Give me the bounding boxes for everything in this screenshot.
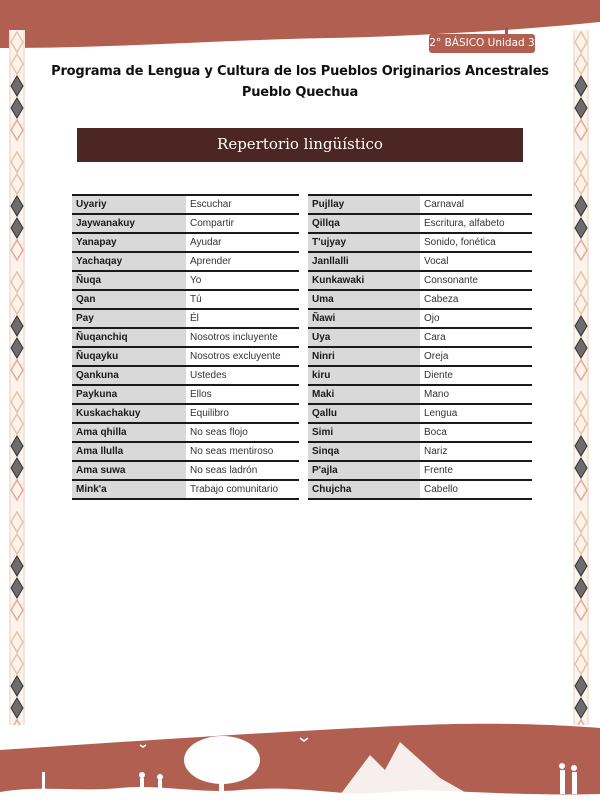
quechua-term: Ñuqa xyxy=(72,271,186,290)
quechua-term: Ñuqayku xyxy=(72,347,186,366)
quechua-term: Uma xyxy=(308,290,420,309)
spanish-translation: Escritura, alfabeto xyxy=(424,218,505,229)
quechua-term: Yanapay xyxy=(72,233,186,252)
table-row xyxy=(72,480,299,499)
table-row xyxy=(72,233,299,252)
quechua-term: Kunkawaki xyxy=(308,271,420,290)
spanish-translation: Cara xyxy=(424,332,446,343)
spanish-translation: Boca xyxy=(424,427,447,438)
quechua-term: Maki xyxy=(308,385,420,404)
quechua-term: Ama qhilla xyxy=(72,423,186,442)
spanish-translation: Ellos xyxy=(190,389,212,400)
spanish-translation: Nosotros excluyente xyxy=(190,351,281,362)
table-row xyxy=(72,290,299,309)
spanish-translation: No seas flojo xyxy=(190,427,248,438)
spanish-translation: Ustedes xyxy=(190,370,227,381)
quechua-term: Yachaqay xyxy=(72,252,186,271)
spanish-translation: Consonante xyxy=(424,275,478,286)
spanish-translation: Lengua xyxy=(424,408,458,419)
quechua-term: Uyariy xyxy=(72,195,186,214)
table-row xyxy=(308,195,532,214)
table-row xyxy=(308,290,532,309)
spanish-translation: Frente xyxy=(424,465,453,476)
quechua-term: Janllalli xyxy=(308,252,420,271)
quechua-term: Pujllay xyxy=(308,195,420,214)
quechua-term: Sinqa xyxy=(308,442,420,461)
table-row xyxy=(72,385,299,404)
footer-landscape-decoration xyxy=(0,700,600,800)
spanish-translation: Carnaval xyxy=(424,199,465,210)
table-row xyxy=(72,328,299,347)
spanish-translation: Él xyxy=(190,313,199,324)
spanish-translation: Equilibro xyxy=(190,408,229,419)
quechua-term: Mink'a xyxy=(72,480,186,499)
spanish-translation: Vocal xyxy=(424,256,449,267)
spanish-translation: Nariz xyxy=(424,446,448,457)
vocabulary-table-right xyxy=(308,194,532,500)
table-row xyxy=(308,347,532,366)
spanish-translation: Tú xyxy=(190,294,202,305)
quechua-term: kiru xyxy=(308,366,420,385)
spanish-translation: Diente xyxy=(424,370,453,381)
right-woven-border-decoration xyxy=(573,30,589,725)
table-row xyxy=(308,404,532,423)
table-row xyxy=(72,309,299,328)
spanish-translation: Mano xyxy=(424,389,450,400)
spanish-translation: Ayudar xyxy=(190,237,222,248)
spanish-translation: Trabajo comunitario xyxy=(190,484,279,495)
spanish-translation: Aprender xyxy=(190,256,232,267)
quechua-term: Ñuqanchiq xyxy=(72,328,186,347)
spanish-translation: Cabeza xyxy=(424,294,459,305)
spanish-translation: Cabello xyxy=(424,484,458,495)
spanish-translation: No seas mentiroso xyxy=(190,446,274,457)
table-row xyxy=(72,271,299,290)
spanish-translation: Escuchar xyxy=(190,199,232,210)
quechua-term: Qallu xyxy=(308,404,420,423)
quechua-term: P'ajla xyxy=(308,461,420,480)
table-row xyxy=(72,195,299,214)
table-row xyxy=(308,214,532,233)
people-subtitle: Pueblo Quechua xyxy=(241,85,359,100)
table-row xyxy=(72,252,299,271)
table-row xyxy=(72,366,299,385)
table-row xyxy=(72,214,299,233)
quechua-term: Pay xyxy=(72,309,186,328)
vocabulary-table-left xyxy=(72,194,299,500)
table-row xyxy=(308,385,532,404)
cactus-silhouette-icon xyxy=(42,772,45,794)
left-woven-border-decoration xyxy=(9,30,25,725)
table-row xyxy=(308,461,532,480)
quechua-term: Uya xyxy=(308,328,420,347)
quechua-term: Chujcha xyxy=(308,480,420,499)
grade-unit-badge: 2° BÁSICO Unidad 3 xyxy=(429,34,535,53)
quechua-term: Simi xyxy=(308,423,420,442)
quechua-term: Ama llulla xyxy=(72,442,186,461)
table-row xyxy=(308,423,532,442)
quechua-term: Qillqa xyxy=(308,214,420,233)
table-row xyxy=(72,404,299,423)
table-row xyxy=(72,461,299,480)
spanish-translation: Compartir xyxy=(190,218,234,229)
spanish-translation: Oreja xyxy=(424,351,449,362)
section-title-bar xyxy=(77,128,523,162)
table-row xyxy=(308,442,532,461)
spanish-translation: Ojo xyxy=(424,313,440,324)
program-title: Programa de Lengua y Cultura de los Pueblos Originarios Ancestrales xyxy=(51,64,549,79)
spanish-translation: Yo xyxy=(190,275,202,286)
table-row xyxy=(308,233,532,252)
table-row xyxy=(308,271,532,290)
table-row xyxy=(308,480,532,499)
quechua-term: Kuskachakuy xyxy=(72,404,186,423)
quechua-term: Ninri xyxy=(308,347,420,366)
quechua-term: T'ujyay xyxy=(308,233,420,252)
quechua-term: Ama suwa xyxy=(72,461,186,480)
quechua-term: Qan xyxy=(72,290,186,309)
quechua-term: Jaywanakuy xyxy=(72,214,186,233)
table-row xyxy=(72,347,299,366)
quechua-term: Ñawi xyxy=(308,309,420,328)
quechua-term: Paykuna xyxy=(72,385,186,404)
spanish-translation: No seas ladrón xyxy=(190,465,258,476)
table-row xyxy=(308,309,532,328)
section-title: Repertorio lingüístico xyxy=(217,135,383,153)
table-row xyxy=(308,252,532,271)
table-row xyxy=(72,423,299,442)
quechua-term: Qankuna xyxy=(72,366,186,385)
spanish-translation: Sonido, fonética xyxy=(424,237,496,248)
table-row xyxy=(308,328,532,347)
table-row xyxy=(308,366,532,385)
table-row xyxy=(72,442,299,461)
spanish-translation: Nosotros incluyente xyxy=(190,332,278,343)
